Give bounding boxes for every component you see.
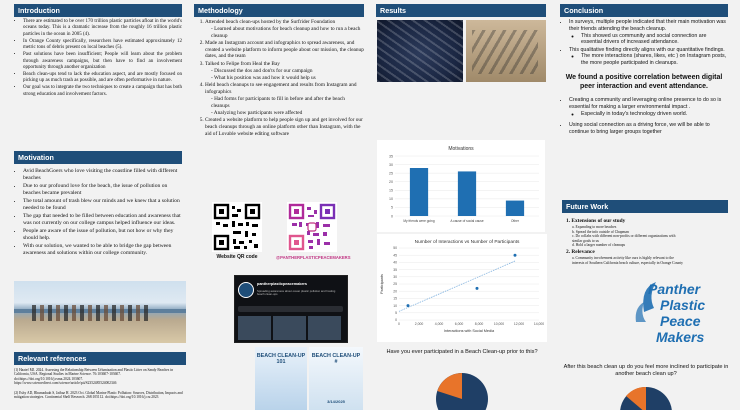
future-subitem: b. Spread the info outside of Chapman <box>572 229 629 234</box>
scatter-y-tick-label: 50 <box>393 246 397 251</box>
svg-text:Makers: Makers <box>656 329 705 345</box>
instagram-handle: pantherplasticpeacemakers <box>257 282 308 286</box>
panther-plastic-peacemakers-logo <box>634 278 730 358</box>
bar-x-tick-label: A cause of social cause <box>450 219 484 223</box>
bar-y-tick-label: 25 <box>389 171 393 176</box>
beach-trash-photo <box>466 20 546 82</box>
bar-y-tick-label: 20 <box>389 180 393 185</box>
introduction-header: Introduction <box>14 4 182 17</box>
flyer-101-title: BEACH CLEAN-UP 101 <box>256 353 306 365</box>
team-beach-photo <box>14 281 186 343</box>
methodology-body <box>196 19 364 138</box>
flyer-title: BEACH CLEAN-UP # <box>311 353 361 365</box>
scatter-y-axis-label: Participants <box>380 274 384 294</box>
intro-bullet: • In Orange County specifically, researchers have estimated approximately 12 metric tons of debris present on local beaches (5). <box>23 39 182 52</box>
instagram-avatar <box>238 282 254 298</box>
beach-cleanup-101-flyer <box>255 347 307 410</box>
instagram-qr-code[interactable] <box>287 202 337 252</box>
bar-x-tick-label: My friends were going <box>403 219 435 223</box>
method-substep: - Had forms for participants to fill in before and after the beach cleanups <box>211 95 345 109</box>
future-heading: 1. Extensions of our study <box>566 218 626 224</box>
scatter-y-tick-label: 35 <box>393 267 397 272</box>
conclusion-bullet: • Using social connection as a driving force, we will be able to continue to bring larger groups together <box>569 122 728 136</box>
intro-bullet: • There are estimated to be over 170 trillion plastic particles afloat in the world's oceans today. This is a dramatic increase from the roughly 16 trillion plastic particles in the ocean in 2005 (4). <box>23 19 182 38</box>
scatter-y-tick-label: 10 <box>393 303 397 308</box>
method-step: 5. Created a website platform to help people sign up and get involved for our beach cleanups through an online platform other than Instagram, with the aid of Lovable website editing software <box>205 117 364 137</box>
future-work-header: Future Work <box>562 200 728 213</box>
scatter-x-tick-label: 0 <box>398 322 400 326</box>
scatter-x-axis-label: Interactions with Social Media <box>443 329 495 333</box>
svg-text:Panther: Panther <box>648 281 701 297</box>
method-step: 3. Talked to Felipe from Heal the Bay - Discussed the dos and don'ts for our campaign - What his position was and how it would help us <box>205 61 364 82</box>
scatter-point <box>407 304 410 307</box>
bar-chart-title: Motivations <box>448 146 474 152</box>
motivation-bullet: • People are aware of the issue of pollution, but not how or why they should help. <box>23 228 182 242</box>
bar-x-tick-label: Other <box>511 219 519 223</box>
bar-y-tick-label: 5 <box>391 205 393 210</box>
scatter-y-tick-label: 40 <box>393 260 397 265</box>
motivation-bullet: • The gap that needed to be filled between education and awareness that was not currently on our college campus helped influence our ideas. <box>23 213 182 227</box>
motivation-bullet: • The total amount of trash blew our minds and we knew that a solution needed to be found <box>23 198 182 212</box>
bar-y-tick-label: 0 <box>391 214 393 219</box>
scatter-y-tick-label: 20 <box>393 289 397 294</box>
method-substep: - What his position was and how it would help us <box>211 74 316 81</box>
conclusion-bullet: • This qualitative finding directly aligns with our quantitative findings. ◦ The more interactions (shares, likes, etc ) on Instagram posts, the more people participated in cleanups. <box>569 47 728 67</box>
bar <box>410 168 428 216</box>
reference-item: (1) Haatef MJ. 2024. Assessing the Relationship Between Urbanization and Plastic Litter on Sandy Beaches in California, USA. Regional Studies in Marine Science. 76:103607-103607. doi:https://doi.org/10.1016/j.rsma.2024.103607. <box>14 368 173 381</box>
reference-link[interactable]: https://www.sciencedirect.com/science/article/pii/S2352485524002346 <box>14 381 117 386</box>
references-body <box>14 368 186 400</box>
scatter-x-tick-label: 14,000 <box>533 322 545 326</box>
intro-bullet: • Our goal was to integrate the two techniques to create a campaign that has both strong education and involvement factors. <box>23 85 182 98</box>
scatter-point <box>476 287 479 290</box>
conclusion-callout: We found a positive correlation between digital peer interaction and event attendance. <box>565 73 723 90</box>
motivation-bullet: • With our solution, we wanted to be able to bridge the gap between awareness and solutions within our college community. <box>23 243 182 257</box>
flyer-date: 3/14/2025 <box>327 399 345 404</box>
scatter-trendline <box>399 261 515 311</box>
conclusion-subbullet: ◦ This showed us community and social connection are essential drivers of increased attendance. <box>581 33 728 47</box>
future-heading: 2. Relevance <box>566 249 595 256</box>
future-subitem: d. Hold a larger number of cleanups <box>572 243 626 248</box>
website-qr-caption: Website QR code <box>216 254 258 260</box>
collected-trash-photo <box>377 20 463 82</box>
future-subitem: c. Do collabs with different non-profits or different organizations with similar goals to us <box>572 234 676 243</box>
svg-text:Peace: Peace <box>660 313 701 329</box>
method-step: 4. Held beach cleanups to see engagement and results from Instagram and infographics - Had forms for participants to fill in before and after the beach cleanups - Analyzing how participants were affected <box>205 82 364 116</box>
future-participation-pie <box>618 385 674 410</box>
method-substep: - Analyzing how participants were affected <box>211 109 303 116</box>
motivation-bullet: • Avid BeachGoers who love visiting the coastline filled with different beaches <box>23 168 182 182</box>
conclusion-body <box>560 19 728 136</box>
scatter-x-tick-label: 6,000 <box>454 322 464 326</box>
methodology-header: Methodology <box>194 4 364 17</box>
scatter-y-tick-label: 25 <box>393 282 397 287</box>
scatter-x-tick-label: 8,000 <box>474 322 484 326</box>
method-substep: - Learned about motivations for beach cleanup and how to run a beach cleanup <box>211 25 361 39</box>
conclusion-subbullet: ◦ The more interactions (shares, likes, etc ) on Instagram posts, the more people participated in cleanups. <box>581 53 728 67</box>
scatter-y-tick-label: 15 <box>393 296 397 301</box>
instagram-profile-screenshot <box>234 275 348 343</box>
motivation-header: Motivation <box>14 151 182 164</box>
svg-text:Plastic: Plastic <box>660 297 706 313</box>
instagram-bio: Spreading awareness about ocean plastic pollution and hosting beach clean-ups <box>257 289 336 297</box>
method-substep: - Discussed the dos and don'ts for our campaign <box>211 67 313 74</box>
bar <box>506 201 524 216</box>
scatter-x-tick-label: 4,000 <box>434 322 444 326</box>
bar-y-tick-label: 10 <box>389 197 393 202</box>
conclusion-bullet: • Creating a community and leveraging online presence to do so is essential for making a larger environmental impact . ◦ Especially in today's technology driven world. <box>569 97 728 117</box>
interactions-scatter-chart <box>377 234 547 342</box>
future-participation-pie-title: After this beach clean up do you feel more inclined to participate in another beach clean up? <box>563 364 729 378</box>
conclusion-header: Conclusion <box>560 4 728 17</box>
future-subitem: a. Expanding to more beaches <box>572 224 617 229</box>
results-header: Results <box>376 4 546 17</box>
scatter-y-tick-label: 30 <box>393 275 397 279</box>
scatter-x-tick-label: 12,000 <box>513 322 525 326</box>
intro-bullet: • Beach clean-ups tend to lack the education aspect, and are mostly focused on picking up as much trash as possible, and are often performative in nature. <box>23 72 182 85</box>
scatter-point <box>514 254 517 257</box>
scatter-chart-title: Number of Interactions vs Number of Participants <box>414 240 520 245</box>
references-header: Relevant references <box>14 352 186 365</box>
bar <box>458 171 476 216</box>
prior-participation-pie <box>434 371 490 410</box>
instagram-qr-caption: @PANTHERPLASTICPEACEMAKERS <box>276 255 351 260</box>
conclusion-subbullet: ◦ Especially in today's technology driven world. <box>581 111 728 118</box>
future-subitem: a. Community involvement activity like ours is highly relevant to the interests of Southern California beach culture, especially in Orange County <box>572 255 684 265</box>
motivation-body <box>14 168 182 257</box>
scatter-x-tick-label: 10,000 <box>493 322 505 326</box>
reference-item: (2) Eshy AD, Rhumaduah S, Jaibaz H. 2023 Oct. Global Marine Plastic Pollution: Sources, Distribution, Impacts and mitigation strategies. Continental Shelf Research. 268:105112. doi:https://doi.org/10.1016/j.csr.2023 <box>14 390 183 400</box>
conclusion-bullet: • In surveys, multiple people indicated that their main motivation was their friends attending the beach cleanup. ◦ This showed us community and social connection are essential drivers of increased attendance. <box>569 19 728 46</box>
scatter-y-tick-label: 5 <box>395 311 397 315</box>
future-work-body <box>566 218 684 265</box>
motivation-bullet: • Due to our profound love for the beach, the issue of pollution on beaches became prevalent <box>23 183 182 197</box>
bar-y-tick-label: 35 <box>389 154 393 159</box>
scatter-y-tick-label: 45 <box>393 253 397 258</box>
website-qr-code[interactable] <box>212 202 262 252</box>
intro-bullet: • Past solutions have been insufficient; People will learn about the problem through awareness campaigns, but then have to find an involvement opportunity through another organization <box>23 52 182 71</box>
scatter-x-tick-label: 2,000 <box>414 322 424 326</box>
method-step: 1. Attended beach clean-ups hosted by the Surfrider Foundation - Learned about motivations for beach cleanup and how to run a beach cleanup <box>205 19 364 39</box>
bar-y-tick-label: 30 <box>389 162 393 167</box>
introduction-body <box>14 19 182 99</box>
bar-y-tick-label: 15 <box>389 188 393 193</box>
motivations-bar-chart <box>377 140 545 232</box>
method-step: 2. Made an Instagram account and infographics to spread awareness, and created a website platform to inform people about our mission, the cleanup dates, and the team <box>205 40 364 60</box>
scatter-y-tick-label: 0 <box>395 318 397 323</box>
beach-cleanup-flyer <box>309 347 363 410</box>
prior-participation-pie-title: Have you ever participated in a Beach Clean-up prior to this? <box>386 349 538 355</box>
